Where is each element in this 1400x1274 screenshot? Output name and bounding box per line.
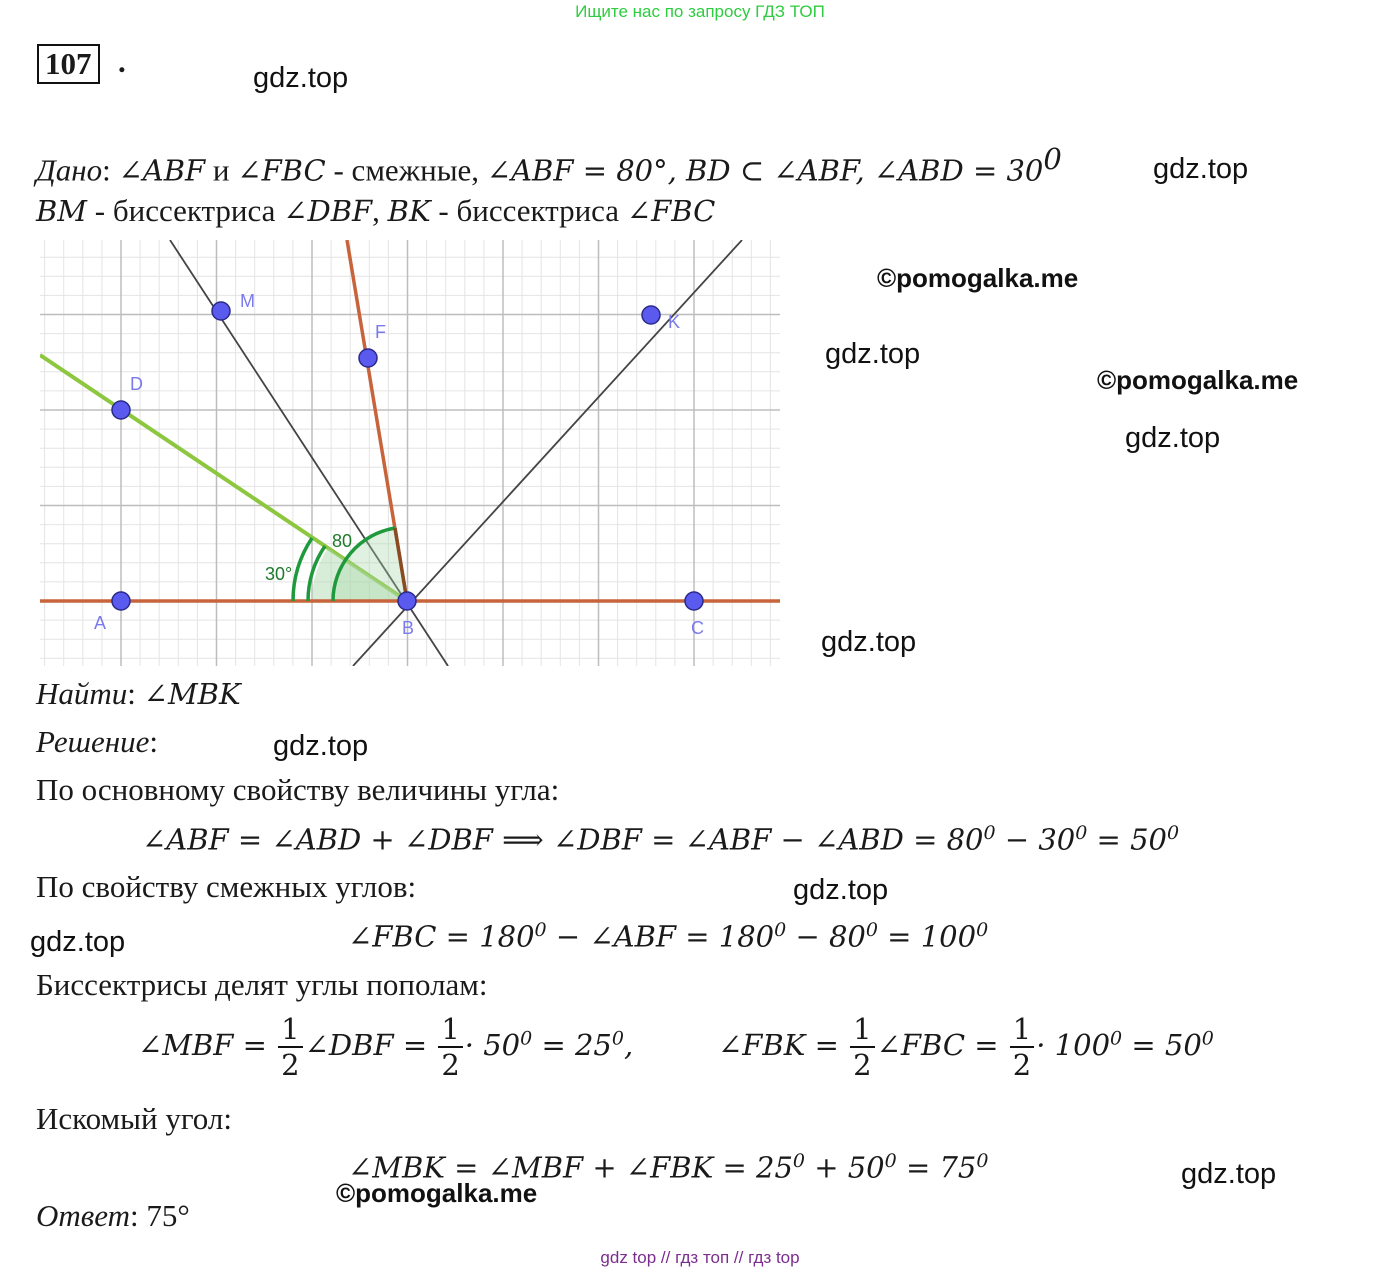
point-c: [685, 592, 703, 610]
step3-text: Биссектрисы делят углы пополам:: [36, 967, 488, 1002]
step2-text: По свойству смежных углов:: [36, 869, 417, 904]
watermark-gdz: gdz.top: [793, 874, 889, 906]
watermark-gdz: gdz.top: [821, 626, 917, 658]
label-k: K: [668, 312, 681, 332]
label-m: M: [240, 291, 255, 311]
fraction-half: $\frac{1}{2}$: [438, 1012, 462, 1082]
point-d: [112, 401, 130, 419]
watermark-gdz: gdz.top: [1181, 1158, 1277, 1190]
fraction-half: $\frac{1}{2}$: [1010, 1012, 1034, 1082]
problem-number-dot: .: [118, 44, 126, 79]
given-line-2: BM - биссектриса ∠DBF, BK - биссектриса ∠FBC: [36, 193, 716, 228]
watermark-gdz: gdz.top: [30, 926, 126, 958]
step2-formula: ∠FBC = $180^0$ − ∠ABF = $180^0 - 80^0 = 100^0$: [348, 919, 989, 954]
fraction-half: $\frac{1}{2}$: [278, 1012, 302, 1082]
watermark-gdz: gdz.top: [825, 338, 921, 370]
geometry-figure: [40, 240, 780, 666]
watermark-gdz: gdz.top: [1153, 153, 1249, 185]
fraction-half: $\frac{1}{2}$: [850, 1012, 874, 1082]
step3-formula-fbk: ∠FBK = $\frac{1}{2}$ ∠FBC = $\frac{1}{2}$ · $100^0 = 50^0$: [718, 1012, 1214, 1082]
label-angle-30: 30°: [265, 564, 293, 584]
answer-line: Ответ: 75°: [36, 1198, 190, 1233]
step4-text: Искомый угол:: [36, 1101, 232, 1136]
watermark-pomogalka: ©pomogalka.me: [1097, 365, 1299, 395]
step1-formula: ∠ABF = ∠ABD + ∠DBF ⟹ ∠DBF = ∠ABF − ∠ABD = $80^0 - 30^0 = 50^0$: [142, 822, 1180, 857]
problem-number: 107: [37, 44, 100, 84]
label-angle-80: 80: [332, 531, 353, 551]
label-b: B: [402, 618, 415, 638]
solution-label: Решение:: [36, 724, 158, 759]
given-line-1: Дано: ∠ABF и ∠FBC - смежные, ∠ABF = 80°, BD ⊂ ∠ABF, ∠ABD = $30^0$: [36, 142, 1062, 188]
label-f: F: [375, 322, 386, 342]
watermark-pomogalka: ©pomogalka.me: [336, 1178, 538, 1208]
watermark-gdz: gdz.top: [253, 62, 349, 94]
label-d: D: [130, 374, 143, 394]
step3-formula-mbf: ∠MBF = $\frac{1}{2}$ ∠DBF = $\frac{1}{2}$ · $50^0 = 25^0$,: [138, 1012, 634, 1082]
point-m: [212, 302, 230, 320]
point-a: [112, 592, 130, 610]
watermark-gdz: gdz.top: [273, 730, 369, 762]
label-a: A: [94, 613, 107, 633]
find-line: Найти: ∠MBK: [36, 676, 241, 711]
header-note[interactable]: Ищите нас по запросу ГДЗ ТОП: [575, 2, 825, 21]
label-c: C: [691, 618, 704, 638]
step4-formula: ∠MBK = ∠MBF + ∠FBK = $25^0 + 50^0 = 75^0$: [348, 1150, 989, 1185]
step1-text: По основному свойству величины угла:: [36, 772, 560, 807]
footer-links[interactable]: gdz top // гдз топ // гдз top: [600, 1248, 800, 1267]
point-k: [642, 306, 660, 324]
watermark-pomogalka: ©pomogalka.me: [877, 263, 1079, 293]
watermark-gdz: gdz.top: [1125, 422, 1221, 454]
point-f: [359, 349, 377, 367]
point-b: [398, 592, 416, 610]
